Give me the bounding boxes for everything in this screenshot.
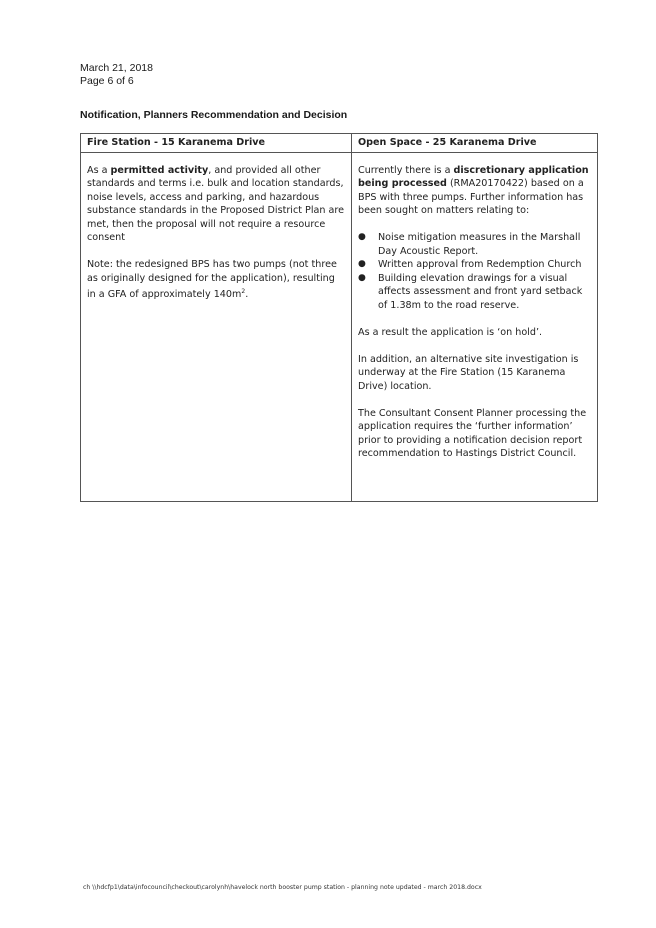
section-heading: Notification, Planners Recommendation and Decision	[80, 109, 348, 121]
open-space-paragraph-4: The Consultant Consent Planner processing the application requires the ‘further information’ prior to providing a notification decision report recommendation to Hastings District Council.	[358, 407, 587, 459]
emphasis-discretionary-application: discretionary application being processed	[358, 164, 589, 189]
footer-file-path: ch \\hdcfp1\data\infocouncil\checkout\carolynh\havelock north booster pump station - planning note updated - march 2018.docx	[83, 884, 482, 891]
further-information-list	[358, 231, 591, 312]
text-run: .	[245, 289, 249, 301]
header-date: March 21, 2018	[80, 62, 153, 74]
text-run: As a	[87, 164, 111, 176]
text-run: , and provided all other standards and terms i.e. bulk and location standards, noise levels, access and parking, and hazardous substance standards in the Proposed District Plan are met, then the proposal will not require a resource consent	[87, 164, 345, 243]
fire-station-paragraph-1	[87, 164, 345, 245]
text-run: (RMA20170422) based on a BPS with three pumps. Further information has been sought on matters relating to:	[358, 178, 584, 216]
superscript: 2	[241, 288, 246, 295]
list-item-text: Written approval from Redemption Church	[378, 259, 582, 270]
open-space-paragraph-3: In addition, an alternative site investigation is underway at the Fire Station (15 Karanema Drive) location.	[358, 353, 579, 392]
table-body-row	[81, 152, 598, 501]
table-header-row	[81, 134, 598, 153]
header-page-number: Page 6 of 6	[80, 75, 134, 87]
fire-station-cell	[81, 152, 352, 501]
open-space-paragraph-2: As a result the application is ‘on hold’.	[358, 326, 543, 338]
text-run: Note: the redesigned BPS has two pumps (not three as originally designed for the application), resulting in a GFA of approximately 140m	[87, 259, 337, 301]
open-space-paragraph-1	[358, 164, 591, 218]
list-item	[358, 272, 591, 313]
open-space-cell	[352, 152, 598, 501]
list-item-text: Building elevation drawings for a visual affects assessment and front yard setback of 1.38m to the road reserve.	[378, 272, 583, 311]
column-header-fire-station: Fire Station - 15 Karanema Drive	[81, 134, 352, 153]
page-header	[80, 62, 153, 88]
column-header-open-space: Open Space - 25 Karanema Drive	[352, 134, 598, 153]
bullet-icon: ●	[358, 259, 366, 269]
list-item-text: Noise mitigation measures in the Marshall Day Acoustic Report.	[378, 232, 581, 257]
decision-table	[80, 133, 598, 502]
list-item	[358, 258, 591, 272]
bullet-icon: ●	[358, 272, 366, 283]
list-item	[358, 231, 591, 258]
text-run: Currently there is a	[358, 164, 454, 176]
bullet-icon: ●	[358, 232, 366, 242]
fire-station-note	[87, 258, 345, 302]
emphasis-permitted-activity: permitted activity	[110, 164, 209, 176]
